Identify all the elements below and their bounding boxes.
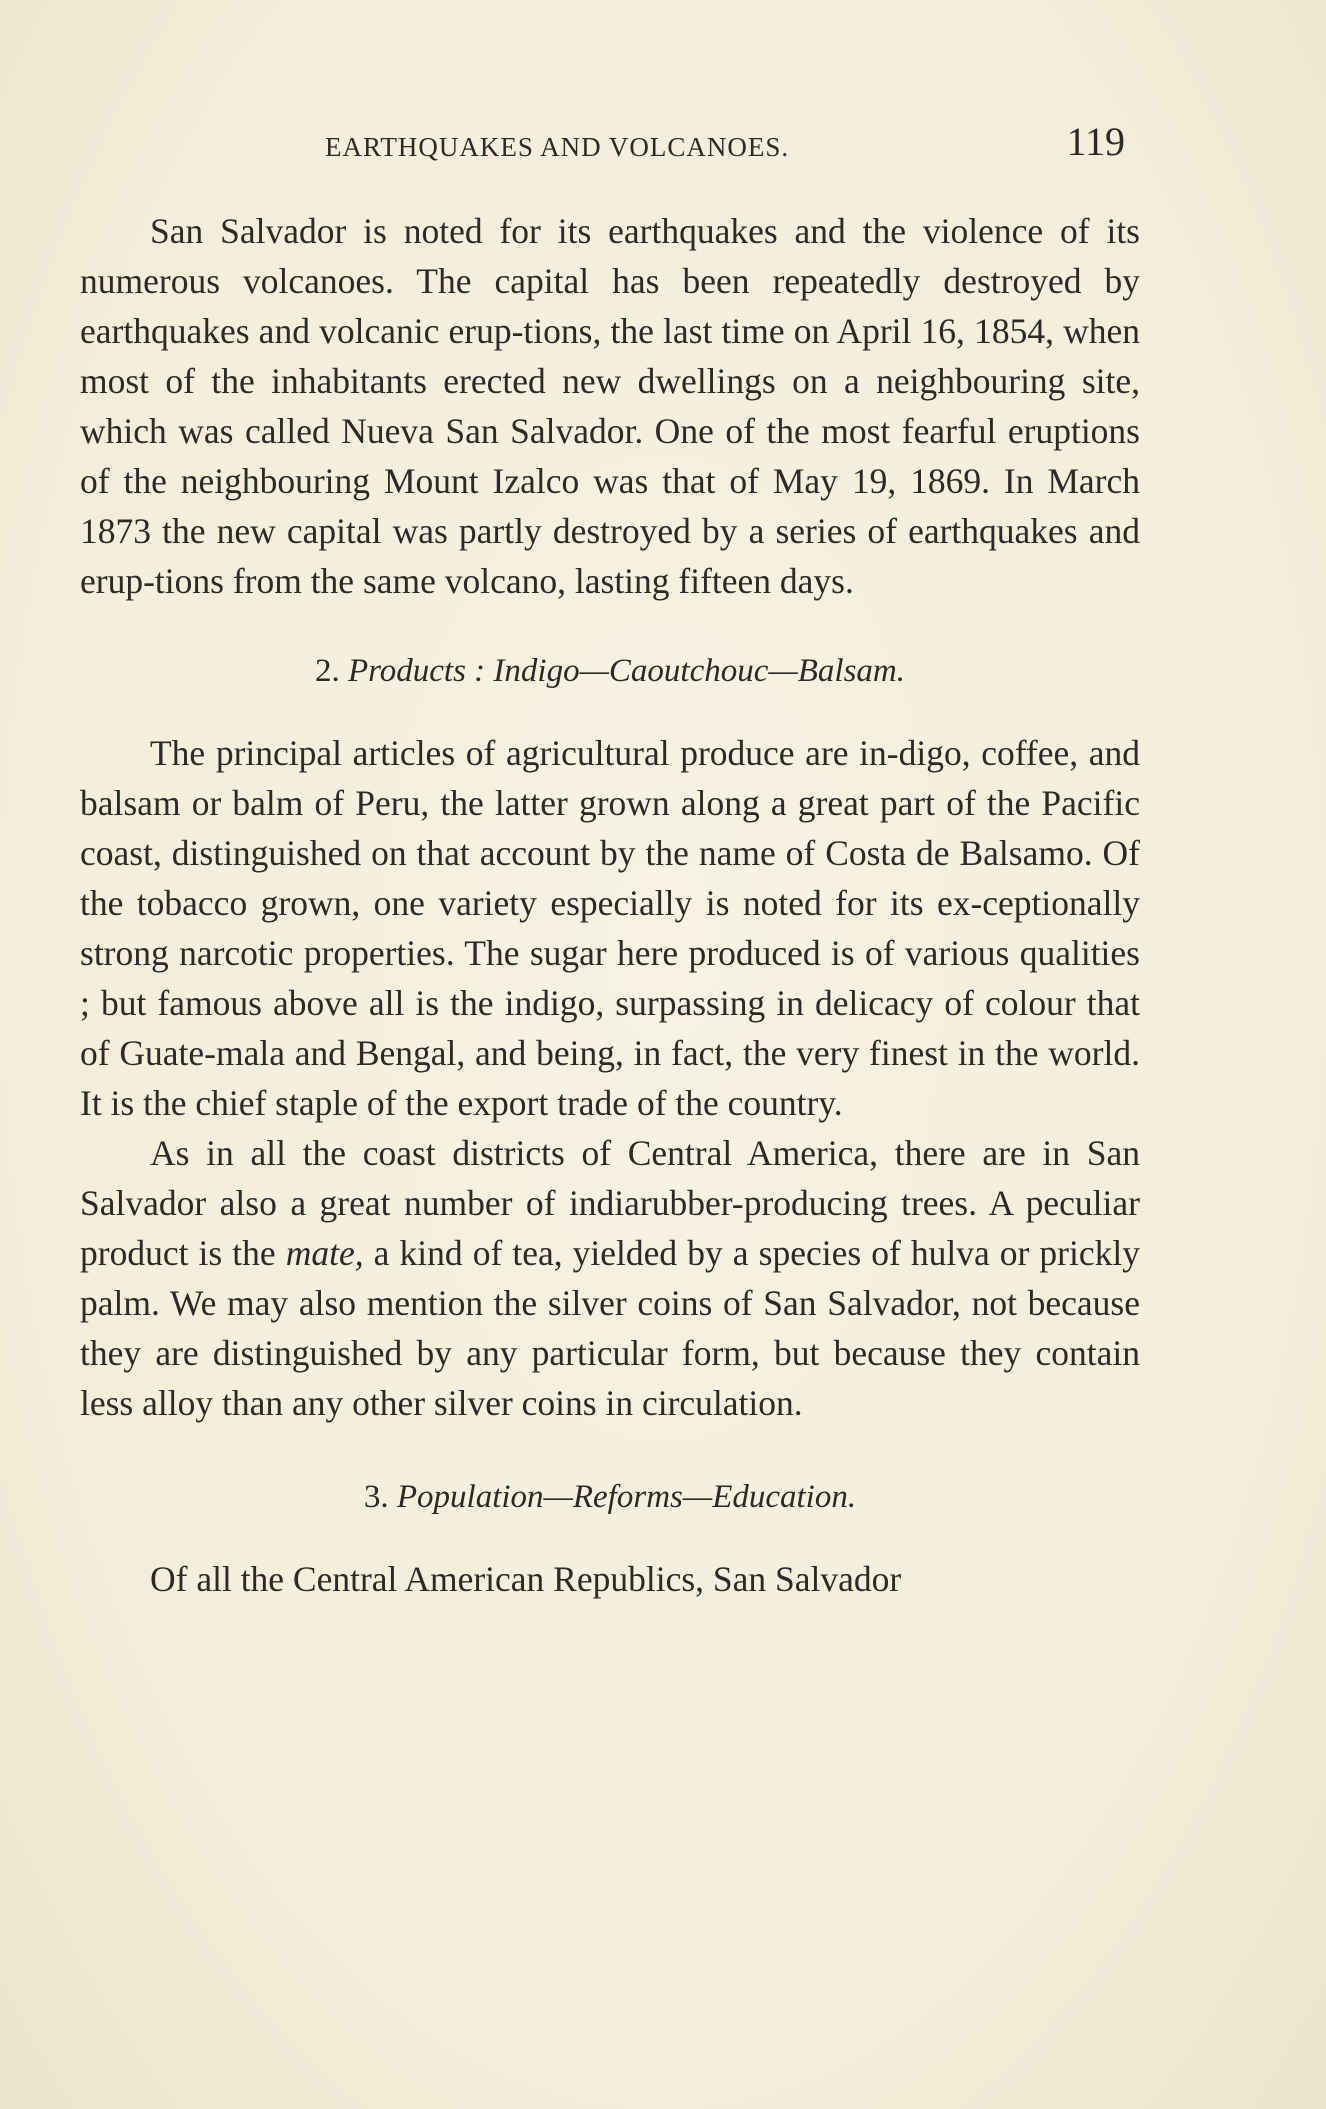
- page-number: 119: [1066, 119, 1125, 164]
- page-body: [80, 206, 1140, 1604]
- section-title: Population—Reforms—Education.: [396, 1479, 857, 1515]
- paragraph-indiarubber: [80, 1128, 1140, 1428]
- section-heading-products: [80, 646, 1140, 696]
- paragraph-products: The principal articles of agricultural produce are in-digo, coffee, and balsam or balm of Peru, the latter grown along a great part of the Pacific coast, distinguished on that account by the name of Costa de Balsamo. Of the tobacco grown, one variety especially is noted for its ex-ceptionally strong narcotic properties. The sugar here produced is of various qualities ; but famous above all is the indigo, surpassing in delicacy of colour that of Guate-mala and Bengal, and being, in fact, the very finest in the world. It is the chief staple of the export trade of the country.: [80, 733, 1140, 1123]
- paragraph-earthquakes: San Salvador is noted for its earthquakes and the violence of its numerous volcanoes. The capital has been repeatedly destroyed by earthquakes and volcanic erup-tions, the last time on April 16, 1854, when most of the inhabitants erected new dwellings on a neighbouring site, which was called Nueva San Salvador. One of the most fearful eruptions of the neighbouring Mount Izalco was that of May 19, 1869. In March 1873 the new capital was partly destroyed by a series of earthquakes and erup-tions from the same volcano, lasting fifteen days.: [80, 211, 1140, 601]
- paragraph-population: Of all the Central American Republics, San Salvador: [150, 1559, 902, 1599]
- section-number: 3.: [363, 1479, 389, 1515]
- section-heading-population: [80, 1472, 1140, 1522]
- italic-term-mate: mate,: [285, 1233, 364, 1273]
- running-head: EARTHQUAKES AND VOLCANOES.: [325, 132, 790, 162]
- section-number: 2.: [315, 653, 340, 689]
- paragraph-text: As in all the coast districts of Central America, there are in San Salvador also a great number of indiarubber-producing trees. A peculiar product is the: [80, 1133, 1140, 1273]
- section-title: Products : Indigo—Caoutchouc—Balsam.: [348, 653, 905, 689]
- paragraph-text: a kind of tea, yielded by a species of hulva or prickly palm. We may also mention the silver coins of San Salvador, not because they are distinguished by any particular form, but because they contain less alloy than any other silver coins in circulation.: [80, 1233, 1140, 1423]
- page-header: [325, 118, 1125, 168]
